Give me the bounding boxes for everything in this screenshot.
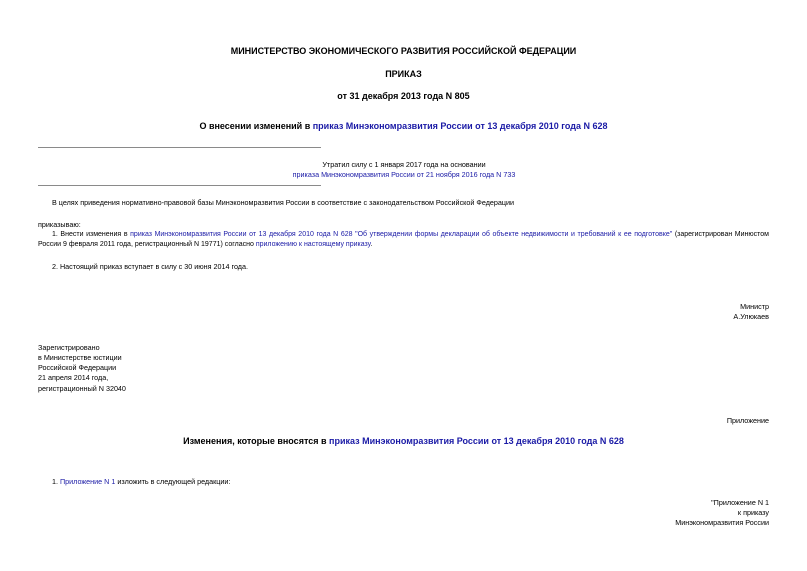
ministry-heading: МИНИСТЕРСТВО ЭКОНОМИЧЕСКОГО РАЗВИТИЯ РОССИЙСКОЙ ФЕДЕРАЦИИ — [230, 46, 577, 56]
item-1-prefix: 1. Внести изменения в — [52, 231, 131, 238]
doc-subject — [0, 121, 807, 131]
status-note-link[interactable]: приказа Минэкономразвития России от 21 ноября 2016 года N 733 — [292, 170, 516, 179]
quote-line-1: "Приложение N 1 — [711, 498, 769, 507]
appendix-item-1-suffix: изложить в следующей редакции: — [115, 477, 231, 486]
registration-line-4: 21 апреля 2014 года, — [38, 373, 109, 382]
appendix-item-1 — [52, 477, 230, 486]
appendix-order-link[interactable]: приказ Минэкономразвития России от 13 декабря 2010 года N 628 — [329, 436, 624, 446]
divider-bottom — [38, 185, 321, 186]
preamble-text: В целях приведения нормативно-правовой базы Минэкономразвития России в соответствие с законодательством Российской Федерации — [52, 198, 515, 207]
status-note-line: Утратил силу с 1 января 2017 года на основании — [322, 160, 486, 169]
appendix-label: Приложение — [726, 416, 769, 425]
registration-line-5: регистрационный N 32040 — [38, 384, 126, 393]
subject-order-link[interactable]: приказ Минэкономразвития России от 13 декабря 2010 года N 628 — [312, 121, 608, 131]
appendix-item-1-prefix: 1. — [52, 477, 60, 486]
item-1-paragraph — [38, 230, 769, 250]
item-1-end: . — [370, 241, 373, 248]
item-1-appendix-link[interactable]: приложению к настоящему приказу — [255, 241, 371, 248]
doc-type-heading: ПРИКАЗ — [385, 69, 422, 79]
appendix-1-link[interactable]: Приложение N 1 — [60, 477, 116, 486]
registration-line-1: Зарегистрировано — [38, 343, 100, 352]
signature-name: А.Улюкаев — [733, 312, 769, 321]
doc-subject-text: О внесении изменений в — [199, 121, 313, 131]
appendix-title — [0, 436, 807, 446]
doc-date-number: от 31 декабря 2013 года N 805 — [337, 91, 470, 101]
item-1-order-link[interactable]: приказ Минэкономразвития России от 13 декабря 2010 года N 628 "Об утверждении формы декларации об объекте недвижимости и требований к ее подготовке" — [130, 231, 673, 238]
appendix-title-text: Изменения, которые вносятся в — [183, 436, 330, 446]
registration-line-2: в Министерстве юстиции — [38, 353, 122, 362]
divider-top — [38, 147, 321, 148]
item-2-text: 2. Настоящий приказ вступает в силу с 30 июня 2014 года. — [52, 262, 248, 271]
quote-line-2: к приказу — [737, 508, 769, 517]
quote-line-3: Минэкономразвития России — [675, 518, 769, 527]
order-word: приказываю: — [38, 220, 81, 229]
signature-title: Министр — [740, 302, 769, 311]
registration-line-3: Российской Федерации — [38, 363, 117, 372]
item-1-middle: (зарегистрирован Минюстом России 9 февраля 2011 года, регистрационный N 19771) согласно — [38, 231, 769, 248]
